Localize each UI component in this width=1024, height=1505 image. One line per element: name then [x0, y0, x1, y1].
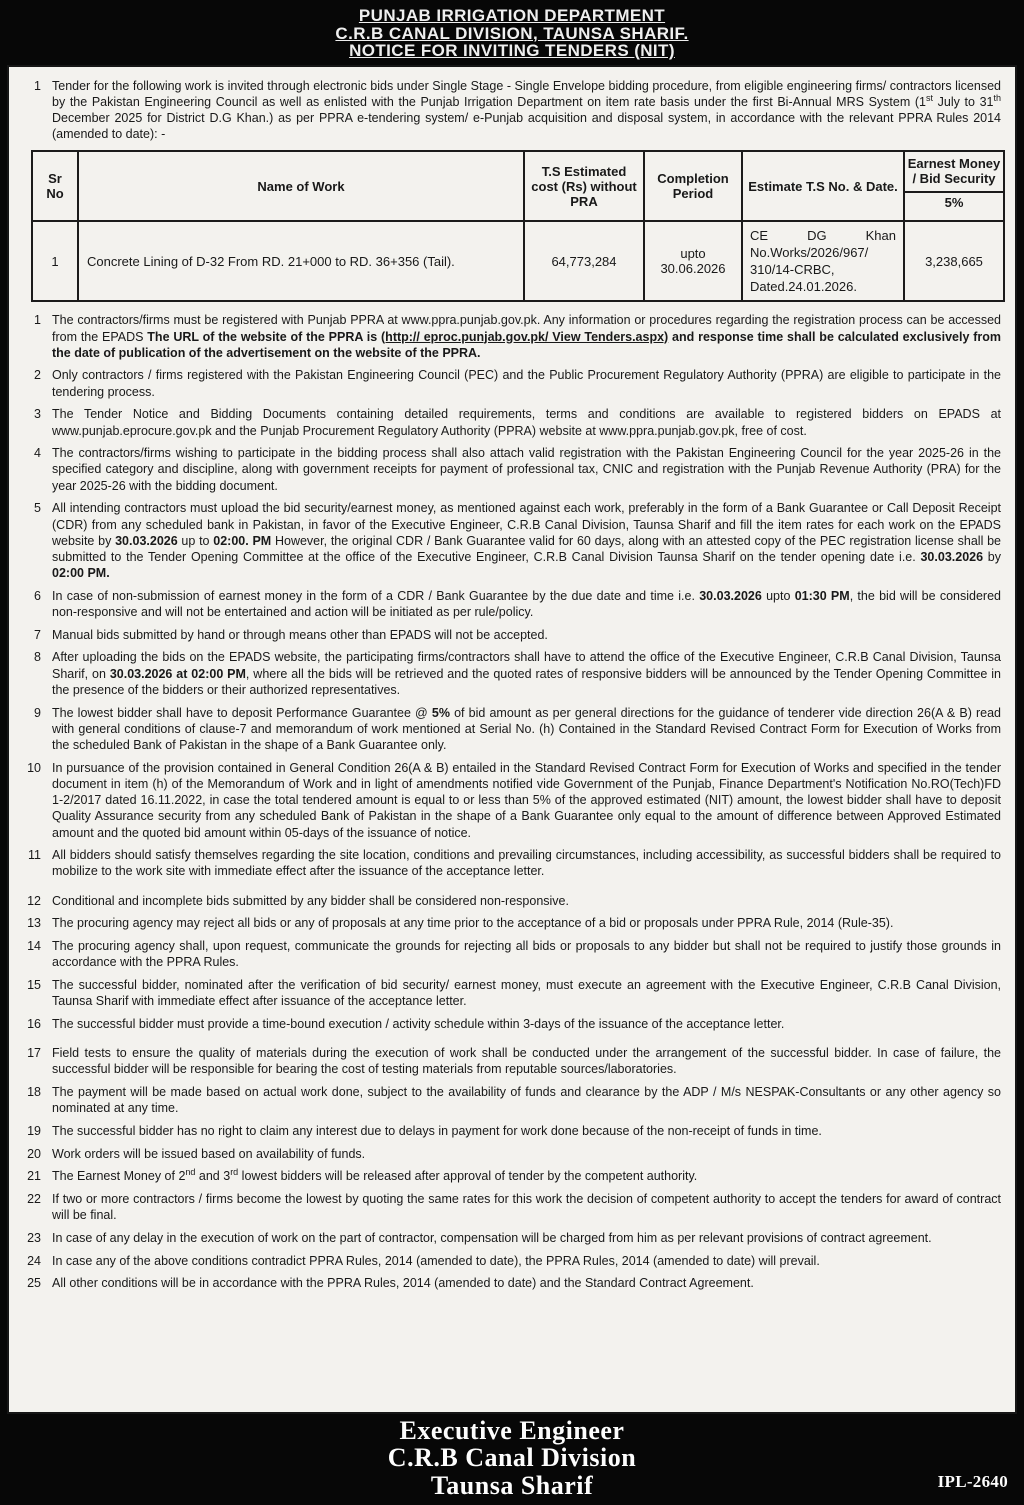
condition-number: 13: [27, 916, 41, 931]
col-sr-no: Sr No: [32, 151, 78, 221]
condition-item: [15, 915, 1001, 931]
condition-text: The procuring agency shall, upon request, communicate the grounds for rejecting all bids or proposals to any bidder but shall not be required to justify those grounds in accordance with the PPRA Rules.: [52, 939, 1001, 970]
col-earnest-money: [904, 151, 1004, 221]
condition-text: Conditional and incomplete bids submitted by any bidder shall be considered non-responsive.: [52, 893, 569, 908]
condition-number: 6: [34, 588, 41, 603]
condition-number: 14: [27, 939, 41, 954]
condition-item: [15, 445, 1001, 494]
condition-text: In case of any delay in the execution of work on the part of contractor, compensation will be charged from him as per relevant provisions of contract agreement.: [52, 1230, 932, 1245]
condition-number: 15: [27, 977, 41, 992]
condition-item: [15, 1275, 1001, 1291]
condition-text: After uploading the bids on the EPADS website, the participating firms/contractors shall have to attend the office of the Executive Engineer, C.R.B Canal Division, Taunsa Sharif, on 30.03.2026 at 02:00 PM, where all the bids will be retrieved and the quoted rates of responsive bidders will be announced by the Tender Opening Committee in the presence of the bidders or their authorized representatives.: [52, 650, 1001, 697]
condition-text: The successful bidder must provide a time-bound execution / activity schedule within 3-days of the issuance of the acceptance letter.: [52, 1016, 785, 1031]
condition-text: Manual bids submitted by hand or through means other than EPADS will not be accepted.: [52, 627, 548, 642]
col-estimated-cost: T.S Estimated cost (Rs) without PRA: [524, 151, 644, 221]
condition-text: All intending contractors must upload the bid security/earnest money, as mentioned against each work, preferably in the form of a Bank Guarantee or Call Deposit Receipt (CDR) from any scheduled bank in Pakistan, in favor of the Executive Engineer, C.R.B Canal Division, Taunsa Sharif and fill the item rates for each work on the EPADS website by 30.03.2026 up to 02:00. PM However, the original CDR / Bank Guarantee valid for 60 days, along with an attested copy of the PEC registration license shall be submitted to the Tender Opening Committee at the office of the Executive Engineer, C.R.B Canal Division Taunsa Sharif on the tender opening date i.e. 30.03.2026 by 02:00 PM.: [52, 501, 1002, 581]
condition-item: [15, 1253, 1001, 1269]
condition-text: In case any of the above conditions contradict PPRA Rules, 2014 (amended to date), the PPRA Rules, 2014 (amended to date) will prevail.: [52, 1253, 820, 1268]
condition-item: [15, 1191, 1001, 1223]
cell-estimated-cost: 64,773,284: [524, 221, 644, 301]
table-header-row: [32, 151, 1004, 221]
footer-band: [0, 1414, 1024, 1505]
advertisement-ref-code: IPL-2640: [937, 1472, 1008, 1491]
condition-number: 2: [34, 368, 41, 383]
condition-text: The contractors/firms must be registered with Punjab PPRA at www.ppra.punjab.gov.pk. Any information or procedures regarding the registration process can be accessed from the EPADS The URL of the website of the PPRA is (http:// eproc.punjab.gov.pk/ View Tenders.aspx) and response time shall be calculated exclusively from the date of publication of the advertisement on the website of the PPRA.: [52, 313, 1001, 360]
condition-number: 11: [28, 848, 41, 863]
condition-text: The Earnest Money of 2nd and 3rd lowest bidders will be released after approval of tender by the competent authority.: [52, 1167, 698, 1184]
condition-item: [15, 588, 1001, 620]
condition-item: [15, 705, 1001, 754]
condition-item: [15, 1146, 1001, 1162]
condition-item: [15, 938, 1001, 970]
intro-paragraph: [15, 78, 1001, 143]
condition-number: 17: [27, 1046, 41, 1061]
table-row: [32, 221, 1004, 301]
condition-item: [15, 649, 1001, 698]
condition-item: [15, 1016, 1001, 1032]
condition-text: Work orders will be issued based on availability of funds.: [52, 1146, 366, 1161]
condition-number: 18: [27, 1084, 41, 1099]
footer-location: Taunsa Sharif: [430, 1470, 594, 1500]
condition-number: 19: [27, 1123, 41, 1138]
condition-item: [15, 1168, 1001, 1184]
footer-division: C.R.B Canal Division: [387, 1443, 637, 1472]
condition-number: 8: [34, 650, 41, 665]
condition-item: [15, 893, 1001, 909]
condition-text: The lowest bidder shall have to deposit Performance Guarantee @ 5% of bid amount as per general directions for the guidance of tenderer vide direction 26(A & B) read with general conditions of clause-7 and memorandum of work mentioned at Serial No. (h) Contained in the Standard Revised Contract Form for Execution of Works from the scheduled Bank of Pakistan in the shape of a Bank Guarantee only.: [52, 705, 1002, 752]
condition-item: [15, 1123, 1001, 1139]
condition-text: All bidders should satisfy themselves regarding the site location, conditions and prevailing circumstances, including accessibility, as successful bidders shall be required to mobilize to the work site with immediate effect after the issuance of the acceptance letter.: [52, 848, 1001, 879]
cell-completion-period: upto 30.06.2026: [644, 221, 742, 301]
condition-number: 3: [34, 407, 41, 422]
condition-text: The successful bidder, nominated after the verification of bid security/ earnest money, must execute an agreement with the Executive Engineer, C.R.B Canal Division, Taunsa Sharif with immediate effect after issuance of the acceptance letter.: [52, 977, 1001, 1009]
condition-text: All other conditions will be in accordance with the PPRA Rules, 2014 (amended to date) and the Standard Contract Agreement.: [52, 1276, 754, 1291]
condition-number: 7: [34, 627, 41, 642]
condition-text: The payment will be made based on actual work done, subject to the availability of funds and clearance by the ADP / M/s NESPAK-Consultants or any other agency so nominated at any time.: [52, 1084, 1001, 1116]
condition-number: 20: [27, 1146, 41, 1161]
condition-number: 4: [34, 446, 41, 461]
condition-text: The procuring agency may reject all bids or any of proposals at any time prior to the acceptance of a bid or proposals under PPRA Rule, 2014 (Rule-35).: [52, 916, 894, 931]
condition-number: 16: [27, 1016, 41, 1031]
condition-number: 1: [34, 313, 41, 328]
condition-item: [15, 406, 1001, 438]
header-division-title: C.R.B CANAL DIVISION, TAUNSA SHARIF.: [335, 23, 689, 43]
col-completion-period: Completion Period: [644, 151, 742, 221]
col-earnest-money-label: Earnest Money / Bid Security: [905, 152, 1003, 193]
condition-number: 21: [27, 1169, 41, 1184]
condition-item: [15, 1045, 1001, 1077]
condition-item: [15, 847, 1001, 879]
col-estimate-ts: Estimate T.S No. & Date.: [742, 151, 904, 221]
condition-text: Field tests to ensure the quality of materials during the execution of work shall be conducted under the arrangement of the successful bidder. In case of failure, the successful bidder will be responsible for bearing the cost of testing materials from reputable sources/laboratories.: [52, 1046, 1001, 1077]
condition-text: The successful bidder has no right to claim any interest due to delays in payment for work done because of the non-receipt of funds in time.: [52, 1123, 822, 1138]
col-earnest-percent: 5%: [944, 195, 964, 211]
condition-text: In pursuance of the provision contained in General Condition 26(A & B) entailed in the Standard Revised Contract Form for Execution of Works and specified in the tender document in item (h) of the Memorandum of Work and in light of amendments notified vide Government of the Punjab, Finance Department's Notification No.RO(Tech)FD 1-2/2017 dated 16.11.2022, in case the total tendered amount is equal to or less than 5% of the approved estimated (NIT) amount, the lowest bidder shall have to deposit Quality Assurance security from any scheduled Bank of Pakistan in the shape of a Bank Guarantee only equal to the amount of difference between Approved Estimated amount and the quoted bid amount within 05-days of the issuance of notice.: [52, 760, 1001, 840]
condition-item: [15, 500, 1001, 581]
condition-number: 22: [27, 1191, 41, 1206]
condition-item: [15, 627, 1001, 643]
condition-text: Only contractors / firms registered with the Pakistan Engineering Council (PEC) and the Public Procurement Regulatory Authority (PPRA) are eligible to participate in the tendering process.: [52, 368, 1001, 399]
condition-item: [15, 760, 1001, 841]
condition-number: 10: [27, 760, 41, 775]
condition-number: 25: [27, 1276, 41, 1291]
condition-text: The contractors/firms wishing to participate in the bidding process shall also attach valid registration with the Pakistan Engineering Council for the year 2025-26 in the specified category and discipline, along with government receipts for payment of professional tax, CNIC and registration with the Punjab Revenue Authority (PRA) for the year 2025-26 with the bidding document.: [52, 446, 1001, 493]
condition-number: 24: [27, 1253, 41, 1268]
cell-sr: 1: [32, 221, 78, 301]
cell-earnest-money: 3,238,665: [904, 221, 1004, 301]
intro-text: Tender for the following work is invited through electronic bids under Single Stage - Single Envelope bidding procedure, from eligible engineering firms/ contractors licensed by the Pakistan Engineering Council as well as enlisted with the Punjab Irrigation Department on item rate basis under the first Bi-Annual MRS System (1st July to 31th December 2025 for District D.G Khan.) as per PPRA e-tendering system/ e-Punjab acquisition and disposal system, in accordance with the relevant PPRA Rules 2014 (amended to date): -: [52, 78, 1001, 142]
works-table: [31, 150, 1005, 302]
notice-body: [7, 65, 1017, 1414]
conditions-list: [15, 312, 1001, 1291]
condition-item: [15, 1230, 1001, 1246]
condition-item: [15, 367, 1001, 399]
condition-text: In case of non-submission of earnest money in the form of a CDR / Bank Guarantee by the due date and time i.e. 30.03.2026 upto 01:30 PM, the bid will be considered non-responsive and will not be entertained and action will be initiated as per rule/policy.: [52, 588, 1001, 620]
footer-signatory-title: Executive Engineer: [399, 1415, 625, 1445]
condition-item: [15, 977, 1001, 1009]
condition-number: 23: [27, 1230, 41, 1245]
condition-item: [15, 1084, 1001, 1116]
col-name-of-work: Name of Work: [78, 151, 524, 221]
cell-name-of-work: Concrete Lining of D-32 From RD. 21+000 to RD. 36+356 (Tail).: [78, 221, 524, 301]
condition-number: 12: [27, 893, 41, 908]
intro-number: 1: [34, 78, 41, 93]
header-band: [0, 0, 1024, 65]
cell-estimate-ts: CE DG Khan No.Works/2026/967/ 310/14-CRBC, Dated.24.01.2026.: [742, 221, 904, 301]
condition-number: 9: [34, 705, 41, 720]
header-department-title: PUNJAB IRRIGATION DEPARTMENT: [358, 6, 666, 25]
condition-text: If two or more contractors / firms become the lowest by quoting the same rates for this work the decision of competent authority to accept the tenders for award of contract will be final.: [52, 1191, 1001, 1223]
header-notice-title: NOTICE FOR INVITING TENDERS (NIT): [349, 41, 675, 60]
condition-item: [15, 312, 1001, 361]
condition-number: 5: [34, 501, 41, 516]
condition-text: The Tender Notice and Bidding Documents containing detailed requirements, terms and conditions are available to registered bidders on EPADS at www.punjab.eprocure.gov.pk and the Punjab Procurement Regulatory Authority (PPRA) website at www.ppra.punjab.gov.pk, free of cost.: [52, 407, 1001, 438]
